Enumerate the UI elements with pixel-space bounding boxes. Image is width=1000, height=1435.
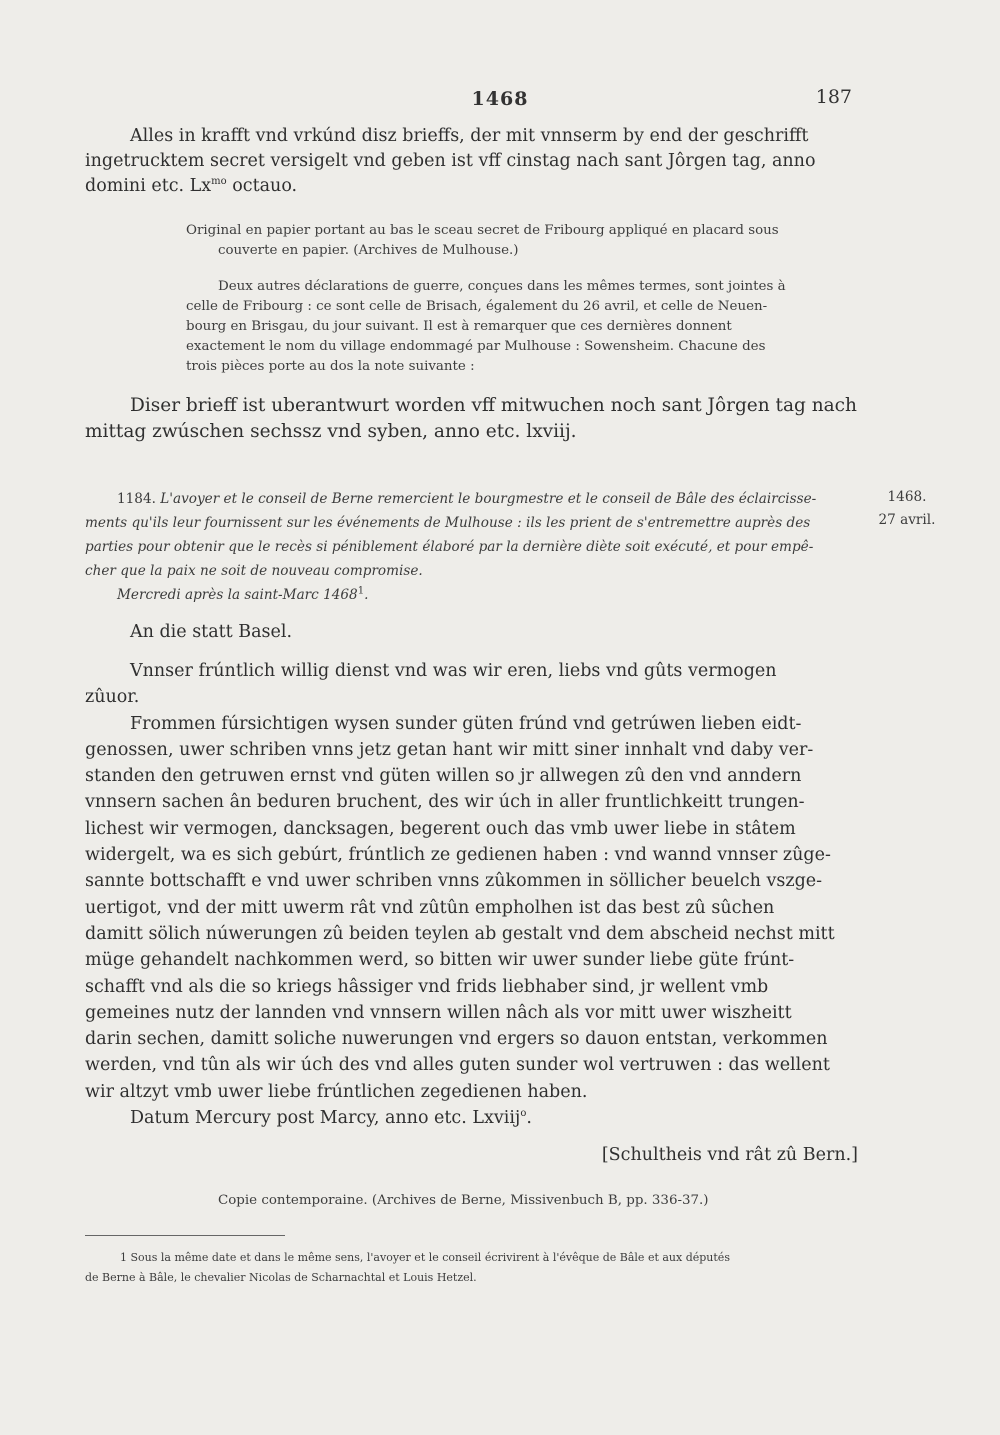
text-line: cher que la paix ne soit de nouveau compromise. [85,563,423,579]
regest [85,487,859,607]
text-line: exactement le nom du village endommagé par Mulhouse : Sowensheim. Chacune des [186,339,766,354]
text-line: bourg en Brisgau, du jour suivant. Il est à remarquer que ces dernières donnent [186,319,732,334]
copie-note: Copie contemporaine. (Archives de Berne, Missivenbuch B, pp. 336-37.) [218,1193,709,1208]
text-line: uertigot, vnd der mitt uwerm rât vnd zûtûn empholhen ist das best zû sûchen [85,897,775,918]
page-number: 187 [815,86,852,108]
document-number: 1184. [117,491,156,507]
text-line: celle de Fribourg : ce sont celle de Brisach, également du 26 avril, et celle de Neuen- [186,299,768,314]
footnote-number: 1 [120,1251,127,1264]
text-line: widergelt, wa es sich gebúrt, frúntlich ze gedienen haben : vnd wannd vnnser zûge- [85,845,831,866]
text-line: zûuor. [85,687,140,708]
endorsement [85,393,857,445]
text-line: damitt sölich núwerungen zû beiden teylen ab gestalt vnd dem abscheid nechst mitt [85,923,835,944]
footnote-rule [85,1235,285,1236]
text-line: ments qu'ils leur fournissent sur les événements de Mulhouse : ils les prient de s'entremettre auprès des [85,515,811,531]
regest-date: Mercredi après la saint-Marc 1468$^1$. [117,585,369,603]
text-line: Deux autres déclarations de guerre, conçues dans les mêmes termes, sont jointes à [218,279,786,294]
text-line: couverte en papier. (Archives de Mulhouse.) [218,243,519,258]
note-declarations [186,277,856,377]
text-line: wir altzyt vmb uwer liebe frúntlichen zegedienen haben. [85,1081,588,1102]
text-line: standen den getruwen ernst vnd güten willen so jr allwegen zû den vnd anndern [85,766,802,787]
text-line: schafft vnd als die so kriegs hâssiger vnd frids liebhaber sind, jr wellent vmb [85,976,769,997]
margin-year: 1468. [887,489,927,505]
closing-passage [85,124,857,199]
text-line: genossen, uwer schriben vnns jetz getan hant wir mitt siner innhalt vnd daby ver- [85,739,814,760]
text-line: lichest wir vermogen, dancksagen, begerent ouch das vmb uwer liebe in stâtem [85,818,796,839]
text-line: müge gehandelt nachkommen werd, so bitten wir uwer sunder liebe güte frúnt- [85,950,795,971]
text-line: Vnnser frúntlich willig dienst vnd was wir eren, liebs vnd gûts vermogen [130,661,777,681]
text-line: L'avoyer et le conseil de Berne remercient le bourgmestre et le conseil de Bâle des éclaircisse- [160,491,817,507]
text-line: parties pour obtenir que le recès si péniblement élaboré par la dernière diète soit exécuté, et pour empê- [85,539,814,555]
margin-date [872,486,942,532]
text-line: Diser brieff ist uberantwurt worden vff mitwuchen noch sant Jôrgen tag nach [130,395,857,416]
letter-body [85,658,857,1131]
text-line: de Berne à Bâle, le chevalier Nicolas de Scharnachtal et Louis Hetzel. [85,1271,477,1284]
archival-note-original [186,221,856,261]
text-line: Original en papier portant au bas le sceau secret de Fribourg appliqué en placard sous [186,223,779,238]
text-line: Sous la même date et dans le même sens, l'avoyer et le conseil écrivirent à l'évêque de Bâle et aux députés [130,1251,730,1264]
text-line: gemeines nutz der lannden vnd vnnsern willen nâch als vor mitt uwer wiszheitt [85,1002,792,1023]
text-line: werden, vnd tûn als wir úch des vnd alles guten sunder wol vertruwen : das wellent [85,1055,830,1076]
datum-line: Datum Mercury post Marcy, anno etc. Lxviij$^o$. [130,1108,532,1129]
margin-day: 27 avril. [878,512,936,528]
text-line: Frommen fúrsichtigen wysen sunder güten frúnd vnd getrúwen lieben eidt- [130,713,802,734]
text-line: darin sechen, damitt soliche nuwerungen vnd ergers so dauon entstan, verkommen [85,1029,828,1050]
footnote [85,1248,860,1288]
text-line: domini etc. $Lx^{mo}$ octauo. [85,176,298,196]
letter-address: An die statt Basel. [130,622,293,642]
text-line: sannte bottschafft e vnd uwer schriben vnns zûkommen in söllicher beuelch vszge- [85,871,823,892]
signature: [Schultheis vnd rât zû Bern.] [601,1145,858,1165]
text-line: trois pièces porte au dos la note suivante : [186,359,475,374]
text-line: Alles in krafft vnd vrkúnd disz brieffs, der mit vnnserm by end der geschrifft [130,126,809,146]
running-header-year: 1468 [471,88,529,110]
text-line: ingetrucktem secret versigelt vnd geben ist vff cinstag nach sant Jôrgen tag, anno [85,151,816,171]
text-line: vnnsern sachen ân beduren bruchent, des wir úch in aller fruntlichkeitt trungen- [85,792,805,813]
text-line: mittag zwúschen sechssz vnd syben, anno etc. lxviij. [85,421,577,442]
